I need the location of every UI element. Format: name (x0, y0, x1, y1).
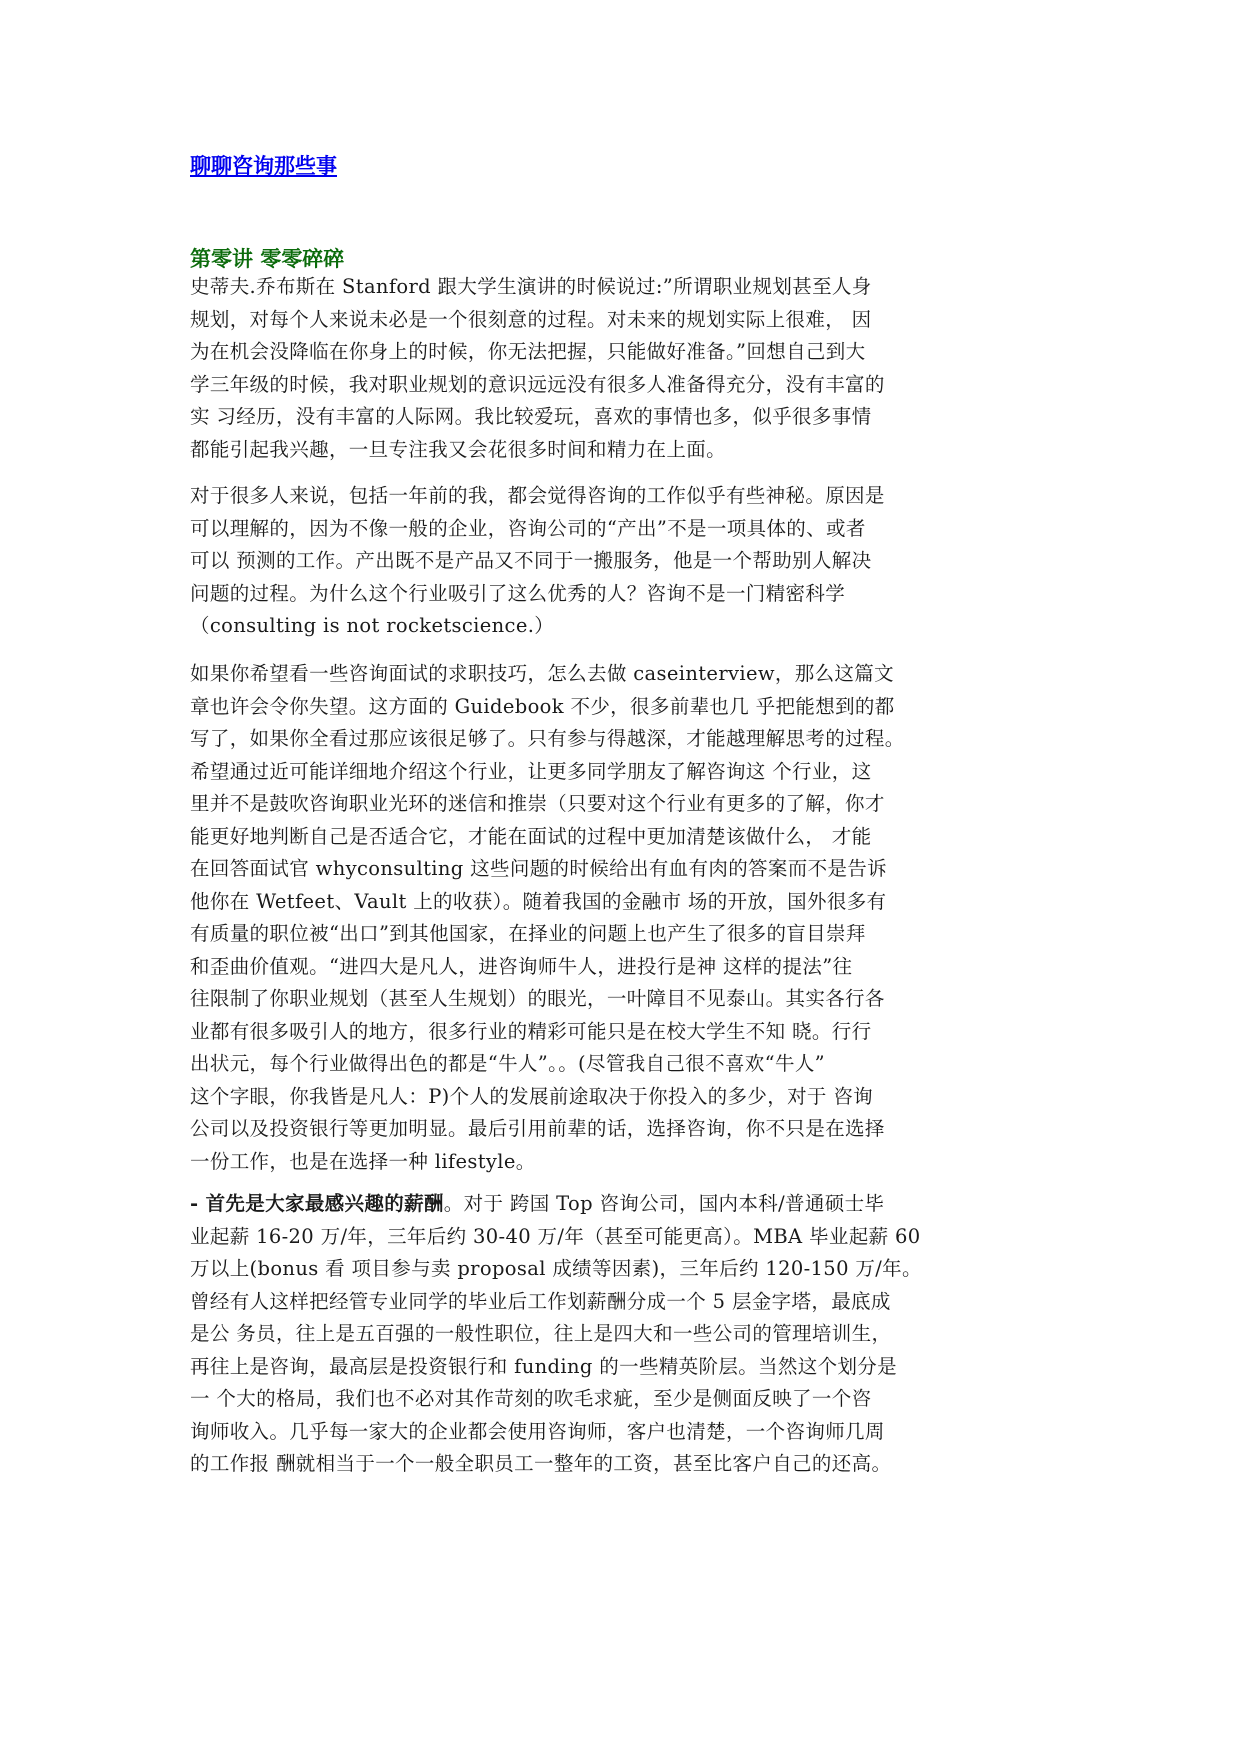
paragraph-line: 可以 预测的工作。产出既不是产品又不同于一搬服务，他是一个帮助别人解决 (190, 549, 872, 572)
paragraph-4 (190, 1188, 1070, 1481)
paragraph-line: 在回答面试官 whyconsulting 这些问题的时候给出有血有肉的答案而不是告诉 (190, 857, 888, 880)
paragraph-line: 规划，对每个人来说未必是一个很刻意的过程。对未来的规划实际上很难， 因 (190, 307, 872, 331)
paragraph-line: 他你在 Wetfeet、Vault 上的收获）。随着我国的金融市 场的开放，国外很多有 (190, 889, 887, 913)
paragraph-line: 和歪曲价值观。“进四大是凡人，进咨询师牛人，进投行是神 这样的提法”往 (190, 954, 853, 978)
paragraph-line: 业起薪 16-20 万/年，三年后约 30-40 万/年（甚至可能更高）。MBA 毕业起薪 60 (190, 1224, 921, 1248)
paragraph-line: 公司以及投资银行等更加明显。最后引用前辈的话，选择咨询，你不只是在选择 (190, 1117, 885, 1140)
paragraph-line: 曾经有人这样把经管专业同学的毕业后工作划薪酬分成一个 5 层金字塔，最底成 (190, 1289, 891, 1313)
paragraph-line: 一份工作，也是在选择一种 lifestyle。 (190, 1149, 536, 1173)
paragraph-line: 这个字眼，你我皆是凡人：P)个人的发展前途取决于你投入的多少，对于 咨询 (190, 1084, 874, 1108)
paragraph-line: 写了，如果你全看过那应该很足够了。只有参与得越深，才能越理解思考的过程。 (190, 727, 905, 750)
paragraph-line: （consulting is not rocketscience.） (190, 614, 555, 637)
paragraph-line: 万以上(bonus 看 项目参与卖 proposal 成绩等因素)，三年后约 120-150 万/年。 (190, 1257, 922, 1280)
paragraph-line: 对于很多人来说，包括一年前的我，都会觉得咨询的工作似乎有些神秘。原因是 (190, 484, 885, 507)
paragraph-line: 章也许会令你失望。这方面的 Guidebook 不少，很多前辈也几 乎把能想到的都 (190, 694, 895, 718)
title-link[interactable]: 聊聊咨询那些事 (190, 154, 337, 178)
paragraph-line: 问题的过程。为什么这个行业吸引了这么优秀的人？咨询不是一门精密科学 (190, 581, 846, 605)
paragraph-line (190, 1188, 1070, 1221)
paragraph-3 (190, 658, 1070, 1178)
paragraph-1 (190, 271, 1070, 466)
paragraph-line: 希望通过近可能详细地介绍这个行业，让更多同学朋友了解咨询这 个行业，这 (190, 759, 872, 783)
paragraph-line: 可以理解的，因为不像一般的企业，咨询公司的“产出”不是一项具体的、或者 (190, 516, 866, 540)
paragraph-line: 学三年级的时候，我对职业规划的意识远远没有很多人准备得充分，没有丰富的 (190, 372, 885, 396)
paragraph-line: 再往上是咨询，最高层是投资银行和 funding 的一些精英阶层。当然这个划分是 (190, 1354, 897, 1378)
paragraph-line: 能更好地判断自己是否适合它，才能在面试的过程中更加清楚该做什么， 才能 (190, 824, 872, 848)
paragraph-line: 业都有很多吸引人的地方，很多行业的精彩可能只是在校大学生不知 晓。行行 (190, 1019, 872, 1043)
paragraph-line: 往限制了你职业规划（甚至人生规划）的眼光，一叶障目不见泰山。其实各行各 (190, 987, 885, 1010)
paragraph-2 (190, 480, 1070, 643)
salary-heading: - 首先是大家最感兴趣的薪酬 (190, 1192, 444, 1215)
paragraph-line-text: 。对于 跨国 Top 咨询公司，国内本科/普通硕士毕 (443, 1192, 885, 1215)
paragraph-line: 如果你希望看一些咨询面试的求职技巧，怎么去做 caseinterview，那么这篇文 (190, 662, 894, 685)
section-heading: 第零讲 零零碎碎 (190, 247, 345, 271)
paragraph-line: 有质量的职位被“出口”到其他国家，在择业的问题上也产生了很多的盲目崇拜 (190, 922, 866, 945)
paragraph-line: 一 个大的格局，我们也不必对其作苛刻的吹毛求疵，至少是侧面反映了一个咨 (190, 1387, 872, 1410)
paragraph-line: 是公 务员，往上是五百强的一般性职位，往上是四大和一些公司的管理培训生， (190, 1322, 892, 1345)
paragraph-line: 里并不是鼓吹咨询职业光环的迷信和推崇（只要对这个行业有更多的了解，你才 (190, 792, 885, 815)
paragraph-line: 史蒂夫.乔布斯在 Stanford 跟大学生演讲的时候说过:”所谓职业规划甚至人身 (190, 275, 872, 298)
paragraph-line: 询师收入。几乎每一家大的企业都会使用咨询师，客户也清楚，一个咨询师几周 (190, 1419, 885, 1443)
paragraph-line: 出状元，每个行业做得出色的都是“牛人”。。(尽管我自己很不喜欢“牛人” (190, 1052, 825, 1075)
paragraph-line: 为在机会没降临在你身上的时候，你无法把握，只能做好准备。”回想自己到大 (190, 340, 866, 363)
paragraph-line: 都能引起我兴趣，一旦专注我又会花很多时间和精力在上面。 (190, 437, 726, 461)
paragraph-line: 实 习经历，没有丰富的人际网。我比较爱玩，喜欢的事情也多，似乎很多事情 (190, 405, 872, 428)
paragraph-line: 的工作报 酬就相当于一个一般全职员工一整年的工资，甚至比客户自己的还高。 (190, 1452, 892, 1475)
